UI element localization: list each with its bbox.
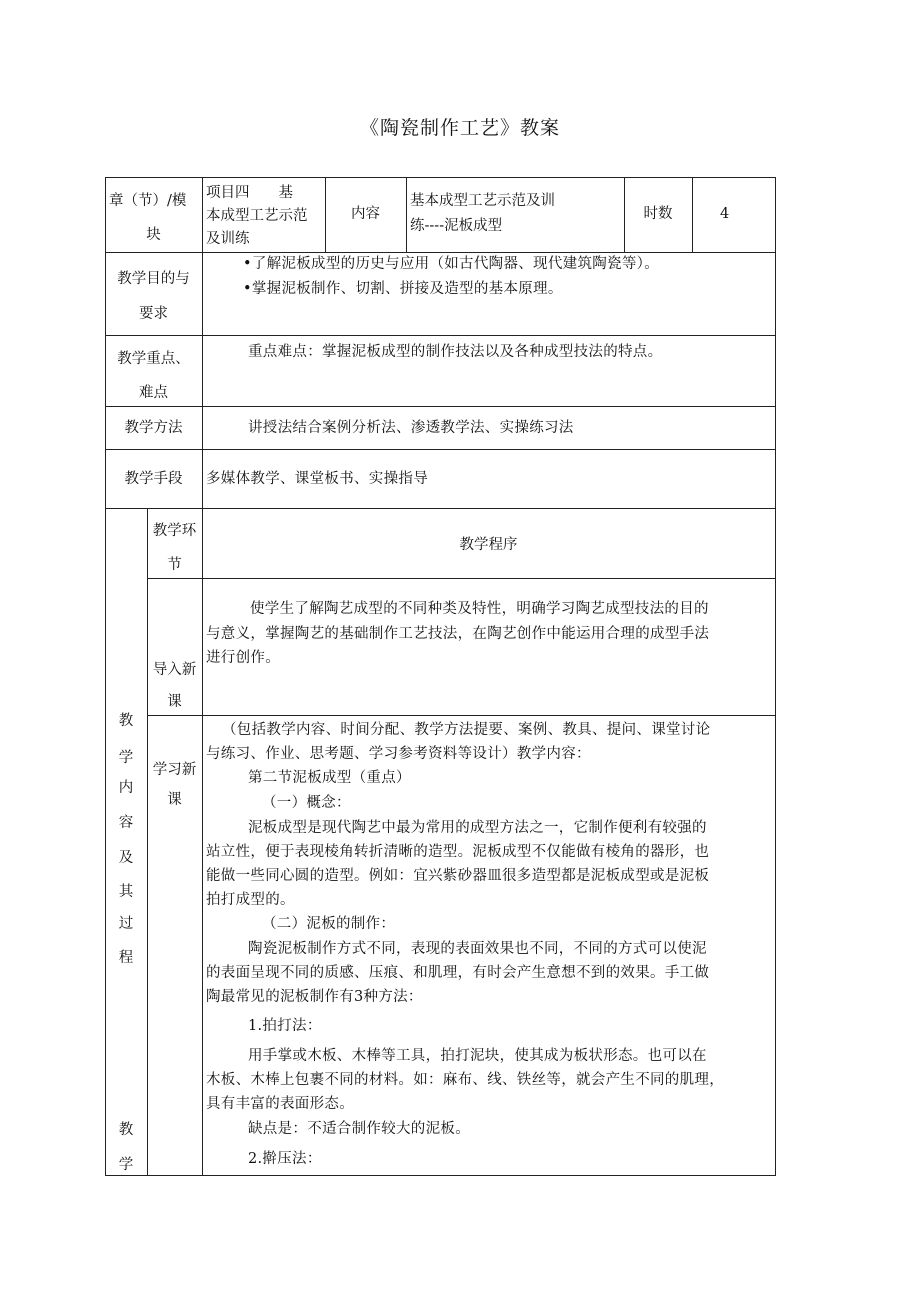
- method-text: 讲授法结合案例分析法、渗透教学法、实操练习法: [248, 420, 574, 436]
- objective-item: •了解泥板成型的历史与应用（如古代陶器、现代建筑陶瓷等）。: [243, 256, 659, 272]
- method-label: 教学方法: [124, 420, 183, 436]
- col-divider: [692, 177, 693, 252]
- new-lesson-label: 学习新: [152, 762, 197, 778]
- process-side-char: 内: [118, 780, 134, 796]
- process-side-char: 教: [118, 1122, 134, 1138]
- means-label: 教学手段: [124, 471, 183, 487]
- page-title: 《陶瓷制作工艺》教案: [359, 117, 560, 139]
- row-divider: [105, 449, 776, 450]
- lesson-line: 用手掌或木板、木棒等工具，拍打泥块，使其成为板状形态。也可以在: [248, 1048, 707, 1064]
- row-divider: [147, 578, 776, 579]
- lesson-line: 1.拍打法：: [248, 1018, 322, 1034]
- intro-label: 导入新: [152, 662, 197, 678]
- table-border-bottom: [105, 1175, 776, 1176]
- col-divider: [202, 177, 203, 508]
- intro-line: 使学生了解陶艺成型的不同种类及特性，明确学习陶艺成型技法的目的: [250, 601, 709, 617]
- intro-label: 课: [167, 694, 182, 710]
- objectives-label: 要求: [139, 306, 168, 322]
- project-name: 项目四 基: [206, 185, 293, 201]
- stage-header: 教学环: [152, 523, 197, 539]
- intro-line: 与意义，掌握陶艺的基础制作工艺技法，在陶艺创作中能运用合理的成型手法: [206, 626, 710, 642]
- col-divider: [202, 508, 203, 1175]
- lesson-line: 的表面呈现不同的质感、压痕、和肌理，有时会产生意想不到的效果。手工做: [206, 965, 710, 981]
- process-side-char: 教: [118, 713, 134, 729]
- lesson-line: 泥板成型是现代陶艺中最为常用的成型方法之一，它制作便利有较强的: [248, 820, 707, 836]
- lesson-line: 缺点是：不适合制作较大的泥板。: [248, 1121, 470, 1137]
- lesson-line: 与练习、作业、思考题、学习参考资料等设计）教学内容：: [206, 746, 591, 762]
- lesson-line: 站立性，便于表现棱角转折清晰的造型。泥板成型不仅能做有棱角的器形，也: [206, 844, 710, 860]
- content-label: 内容: [351, 206, 380, 222]
- stage-header: 节: [167, 557, 182, 573]
- table-border-top: [105, 177, 776, 178]
- process-side-char: 容: [118, 815, 134, 831]
- hours-label: 时数: [643, 206, 673, 222]
- lesson-line: （包括教学内容、时间分配、教学方法提要、案例、教具、提问、课堂讨论: [222, 722, 711, 738]
- new-lesson-label: 课: [167, 792, 182, 808]
- means-text: 多媒体教学、课堂板书、实操指导: [206, 471, 428, 487]
- lesson-line: 陶最常见的泥板制作有3种方法：: [206, 989, 423, 1005]
- program-header: 教学程序: [459, 537, 518, 553]
- row-divider: [105, 406, 776, 407]
- intro-line: 进行创作。: [206, 650, 280, 666]
- lesson-line: （一）概念：: [262, 795, 351, 811]
- table-border-right: [775, 177, 776, 1175]
- process-side-char: 学: [118, 750, 134, 766]
- lesson-line: 具有丰富的表面形态。: [206, 1096, 354, 1112]
- process-side-char: 及: [118, 850, 134, 866]
- process-side-char: 其: [118, 884, 134, 900]
- project-name: 及训练: [206, 231, 250, 247]
- lesson-line: 能做一些同心圆的造型。例如：宜兴紫砂器皿很多造型都是泥板成型或是泥板: [206, 868, 710, 884]
- project-name: 本成型工艺示范: [206, 208, 308, 224]
- objective-item: •掌握泥板制作、切割、拼接及造型的基本原理。: [243, 281, 563, 297]
- process-side-char: 程: [118, 950, 134, 966]
- lesson-line: 拍打成型的。: [206, 892, 295, 908]
- col-divider: [406, 177, 407, 252]
- row-divider: [105, 508, 776, 509]
- content-value: 基本成型工艺示范及训: [410, 193, 555, 209]
- process-side-char: 学: [118, 1157, 134, 1173]
- chapter-label: 块: [146, 227, 161, 243]
- process-side-char: 过: [118, 916, 134, 932]
- content-value: 练----泥板成型: [410, 218, 503, 234]
- hours-value: 4: [720, 206, 730, 222]
- key-points-label: 教学重点、: [117, 351, 190, 367]
- lesson-line: 木板、木棒上包裹不同的材料。如：麻布、线、铁丝等，就会产生不同的肌理，: [206, 1072, 724, 1088]
- lesson-line: 陶瓷泥板制作方式不同，表现的表面效果也不同，不同的方式可以使泥: [248, 941, 707, 957]
- key-points-text: 重点难点：掌握泥板成型的制作技法以及各种成型技法的特点。: [248, 344, 663, 360]
- lesson-line: 2.擀压法：: [248, 1151, 322, 1167]
- key-points-label: 难点: [139, 385, 168, 401]
- lesson-line: （二）泥板的制作：: [262, 916, 396, 932]
- objectives-label: 教学目的与: [117, 271, 190, 287]
- lesson-line: 第二节泥板成型（重点）: [248, 770, 411, 786]
- col-divider: [147, 508, 148, 1175]
- row-divider: [147, 715, 776, 716]
- row-divider: [105, 335, 776, 336]
- chapter-label: 章（节）/模: [109, 193, 187, 209]
